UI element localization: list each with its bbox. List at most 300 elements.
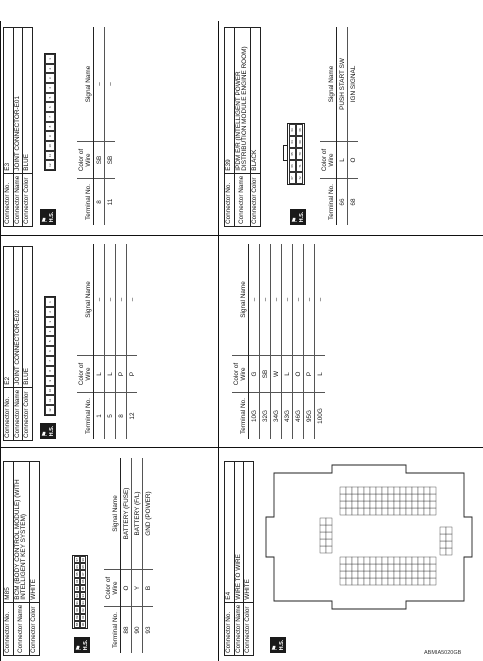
connector-pin: 91 xyxy=(74,601,79,605)
cavity xyxy=(388,494,394,501)
cavity xyxy=(352,557,358,564)
cavity xyxy=(394,487,400,494)
cavity xyxy=(382,508,388,515)
cavity xyxy=(358,501,364,508)
connector-pin: 90 xyxy=(74,608,79,612)
m85-connector-no: M85 xyxy=(4,462,14,603)
signal-name-cell: – xyxy=(127,244,138,356)
connector-name-label: Connector Name xyxy=(13,602,29,655)
cavity xyxy=(320,546,326,553)
cavity xyxy=(346,578,352,585)
cavity xyxy=(424,501,430,508)
wire-color-cell: O xyxy=(121,570,132,607)
connector-pin: 64 xyxy=(289,136,296,148)
wire-color-cell: L xyxy=(337,142,348,179)
terminal-no-header: Terminal No. xyxy=(104,607,121,654)
cavity xyxy=(326,518,332,525)
connector-pin: 88 xyxy=(74,622,79,627)
cavity xyxy=(424,494,430,501)
connector-pin: 70 xyxy=(296,148,303,160)
wire-color-cell: P xyxy=(127,356,138,393)
cavity xyxy=(352,494,358,501)
signal-name-header: Signal Name xyxy=(77,244,94,356)
terminal-no-cell: 1 xyxy=(94,393,105,440)
e2-info-table xyxy=(3,246,33,441)
cavity xyxy=(320,532,326,539)
cavity xyxy=(418,578,424,585)
cavity xyxy=(406,557,412,564)
connector-pin: 95 xyxy=(74,572,79,576)
terminal-no-cell: 46G xyxy=(293,393,304,440)
cavity xyxy=(370,487,376,494)
signal-name-cell: – xyxy=(105,27,116,142)
cavity xyxy=(376,557,382,564)
cavity xyxy=(376,508,382,515)
cavity xyxy=(370,564,376,571)
cavity xyxy=(340,564,346,571)
connector-pin: 89 xyxy=(74,615,79,619)
terminal-no-cell: 66 xyxy=(337,179,348,226)
cavity xyxy=(394,564,400,571)
cavity xyxy=(358,494,364,501)
color-of-wire-header: Color of Wire xyxy=(104,570,121,607)
e4-connector-diagram xyxy=(262,459,476,615)
wire-color-cell: B xyxy=(143,570,154,607)
cavity xyxy=(430,501,436,508)
wire-color-cell: G xyxy=(249,356,260,393)
connector-pin: 67 xyxy=(289,172,296,184)
terminal-no-cell: 8 xyxy=(116,393,127,440)
connector-pin: 9 xyxy=(45,131,55,141)
e4-connector-no: E4 xyxy=(225,462,235,603)
cavity xyxy=(394,571,400,578)
connector-pin: 96 xyxy=(74,565,79,569)
cavity xyxy=(418,508,424,515)
wire-color-cell: L xyxy=(105,356,116,393)
cavity xyxy=(424,508,430,515)
signal-name-cell: – xyxy=(249,244,260,356)
e4-connector-color: WHITE xyxy=(244,462,254,603)
cavity xyxy=(394,578,400,585)
cavity xyxy=(346,557,352,564)
connector-pin: 97 xyxy=(74,558,79,562)
signal-name-cell: – xyxy=(94,244,105,356)
connector-pin: 8 xyxy=(45,122,55,132)
e2-connector-no: E2 xyxy=(4,247,14,388)
cavity xyxy=(424,564,430,571)
cavity xyxy=(382,564,388,571)
table-row xyxy=(116,244,127,439)
e2-connector-diagram xyxy=(44,296,56,416)
e4-hs-icon: ⚑ H.S. xyxy=(270,637,286,653)
cavity xyxy=(406,508,412,515)
table-row xyxy=(271,244,282,439)
cavity xyxy=(406,487,412,494)
cavity xyxy=(352,564,358,571)
connector-pin: 3 xyxy=(45,73,55,83)
connector-pin: 1 xyxy=(45,54,55,64)
cavity xyxy=(412,508,418,515)
rotated-sheet xyxy=(0,21,483,661)
divider-middle xyxy=(218,21,219,661)
cavity xyxy=(370,557,376,564)
cavity xyxy=(440,548,446,555)
cavity xyxy=(382,501,388,508)
signal-name-cell: – xyxy=(260,244,271,356)
cavity xyxy=(430,508,436,515)
connector-name-label: Connector Name xyxy=(13,173,23,226)
wire-color-cell: Y xyxy=(132,570,143,607)
connector-pin: 71 xyxy=(296,160,303,172)
connector-pin: 8 xyxy=(45,366,55,376)
table-row xyxy=(249,244,260,439)
connector-no-label: Connector No. xyxy=(225,602,235,655)
connector-pin: 99 xyxy=(81,558,86,562)
cavity xyxy=(418,494,424,501)
cavity xyxy=(400,571,406,578)
e3-connector-color: BLUE xyxy=(23,28,33,174)
connector-pin: 91 xyxy=(81,615,86,619)
cavity xyxy=(446,548,452,555)
connector-pin: 2 xyxy=(45,307,55,317)
cavity xyxy=(370,501,376,508)
connector-pin: 12 xyxy=(45,405,55,415)
signal-name-cell: PUSH START SW xyxy=(337,27,348,142)
wire-color-cell: SB xyxy=(94,142,105,179)
wire-color-cell: P xyxy=(304,356,315,393)
cavity xyxy=(406,494,412,501)
cavity xyxy=(406,578,412,585)
connector-pin: 11 xyxy=(45,395,55,405)
cavity xyxy=(352,571,358,578)
m85-connector-color: WHITE xyxy=(30,462,40,603)
color-of-wire-header: Color of Wire xyxy=(320,142,337,179)
connector-color-label: Connector Color xyxy=(251,173,261,226)
signal-name-cell: BATTERY (F/L) xyxy=(132,458,143,570)
cavity xyxy=(346,571,352,578)
e3-connector-diagram xyxy=(44,53,56,171)
cavity xyxy=(400,501,406,508)
cavity xyxy=(358,487,364,494)
connector-pin: 5 xyxy=(45,336,55,346)
cavity xyxy=(340,571,346,578)
table-row xyxy=(105,27,116,225)
table-row xyxy=(293,244,304,439)
terminal-no-header: Terminal No. xyxy=(77,179,94,226)
terminal-no-cell: 100G xyxy=(315,393,326,440)
cavity xyxy=(440,534,446,541)
color-of-wire-header: Color of Wire xyxy=(232,356,249,393)
table-row xyxy=(121,458,132,653)
connector-pin: 12 xyxy=(45,160,55,170)
connector-pin: 94 xyxy=(81,593,86,598)
cavity xyxy=(430,557,436,564)
cavity xyxy=(400,578,406,585)
connector-pin: 7 xyxy=(45,356,55,366)
cavity xyxy=(352,487,358,494)
connector-pin: 5 xyxy=(45,93,55,103)
cavity xyxy=(440,541,446,548)
cavity xyxy=(382,578,388,585)
signal-name-header: Signal Name xyxy=(77,27,94,142)
cavity xyxy=(424,557,430,564)
cavity xyxy=(430,487,436,494)
e39-connector-color: BLACK xyxy=(251,28,261,174)
cavity xyxy=(346,494,352,501)
signal-name-header: Signal Name xyxy=(104,458,121,570)
cavity xyxy=(394,501,400,508)
connector-color-label: Connector Color xyxy=(23,173,33,226)
cavity xyxy=(320,518,326,525)
cavity xyxy=(388,557,394,564)
signal-name-cell: – xyxy=(315,244,326,356)
wire-color-cell: L xyxy=(94,356,105,393)
terminal-no-cell: 12 xyxy=(127,393,138,440)
e3-hs-icon: ⚑ H.S. xyxy=(40,209,56,225)
cavity xyxy=(412,571,418,578)
e3-connector-no: E3 xyxy=(4,28,14,174)
cavity xyxy=(388,508,394,515)
signal-name-cell: – xyxy=(271,244,282,356)
terminal-no-cell: 95G xyxy=(304,393,315,440)
terminal-no-cell: 32G xyxy=(260,393,271,440)
figure-code: ABMIA5020GB xyxy=(424,650,462,656)
cavity xyxy=(388,501,394,508)
connector-pin: 93 xyxy=(74,586,79,591)
cavity xyxy=(326,539,332,546)
terminal-no-header: Terminal No. xyxy=(77,393,94,440)
cavity xyxy=(412,494,418,501)
terminal-no-cell: 10G xyxy=(249,393,260,440)
cavity xyxy=(346,564,352,571)
wire-color-cell: W xyxy=(271,356,282,393)
cavity xyxy=(400,508,406,515)
cavity xyxy=(406,564,412,571)
cavity xyxy=(418,487,424,494)
divider-column-1 xyxy=(0,447,483,448)
cavity xyxy=(326,532,332,539)
cavity xyxy=(364,557,370,564)
table-row xyxy=(143,458,154,653)
cavity xyxy=(424,578,430,585)
wire-color-cell: SB xyxy=(105,142,116,179)
connector-pin: 94 xyxy=(74,579,79,583)
cavity xyxy=(370,508,376,515)
terminal-no-cell: 68 xyxy=(348,179,359,226)
cavity xyxy=(340,494,346,501)
connector-pin: 10 xyxy=(45,141,55,151)
cavity xyxy=(430,578,436,585)
cavity xyxy=(364,487,370,494)
connector-pin: 90 xyxy=(81,622,86,627)
signal-name-cell: – xyxy=(105,244,116,356)
cavity xyxy=(346,487,352,494)
terminal-no-cell: 8 xyxy=(94,179,105,226)
connector-pin: 4 xyxy=(45,83,55,93)
cavity xyxy=(412,557,418,564)
table-row xyxy=(337,27,348,225)
terminal-no-cell: 93 xyxy=(143,607,154,654)
connector-name-label: Connector Name xyxy=(13,387,23,440)
m85-info-table xyxy=(3,461,40,656)
connector-pin: 93 xyxy=(81,601,86,605)
connector-pin: 9 xyxy=(45,376,55,386)
connector-pin: 10 xyxy=(45,386,55,396)
connector-pin: 92 xyxy=(81,608,86,612)
connector-pin: 6 xyxy=(45,346,55,356)
connector-name-label: Connector Name xyxy=(234,173,250,226)
signal-name-cell: – xyxy=(116,244,127,356)
cavity xyxy=(340,557,346,564)
cavity xyxy=(418,564,424,571)
connector-pin: 3 xyxy=(45,317,55,327)
cavity xyxy=(388,487,394,494)
cavity xyxy=(352,578,358,585)
divider-column-2 xyxy=(0,235,483,236)
connector-pin: 65 xyxy=(289,148,296,160)
cavity xyxy=(446,534,452,541)
cavity xyxy=(376,487,382,494)
e39-info-table xyxy=(224,27,261,227)
cavity xyxy=(364,494,370,501)
connector-pin: 6 xyxy=(45,102,55,112)
terminal-no-cell: 11 xyxy=(105,179,116,226)
table-row xyxy=(94,244,105,439)
connector-color-label: Connector Color xyxy=(23,387,33,440)
table-row xyxy=(304,244,315,439)
table-row xyxy=(315,244,326,439)
cavity xyxy=(364,564,370,571)
cavity xyxy=(412,578,418,585)
terminal-no-cell: 34G xyxy=(271,393,282,440)
cavity xyxy=(346,508,352,515)
cavity xyxy=(352,501,358,508)
m85-connector-diagram xyxy=(72,555,88,629)
cavity xyxy=(424,487,430,494)
connector-pin: 92 xyxy=(74,593,79,598)
table-row xyxy=(132,458,143,653)
cavity xyxy=(340,578,346,585)
e4-info-table xyxy=(224,461,254,656)
signal-name-cell: – xyxy=(94,27,105,142)
cavity xyxy=(430,564,436,571)
terminal-no-header: Terminal No. xyxy=(320,179,337,226)
cavity xyxy=(412,501,418,508)
table-row xyxy=(260,244,271,439)
signal-name-cell: BATTERY (FUSE) xyxy=(121,458,132,570)
cavity xyxy=(340,508,346,515)
cavity xyxy=(376,564,382,571)
connector-name-label: Connector Name xyxy=(234,602,244,655)
cavity xyxy=(358,578,364,585)
wire-color-cell: O xyxy=(293,356,304,393)
wire-color-cell: O xyxy=(348,142,359,179)
cavity xyxy=(394,508,400,515)
cavity xyxy=(400,564,406,571)
m85-hs-icon: ⚑ H.S. xyxy=(74,637,90,653)
cavity xyxy=(394,494,400,501)
terminal-no-cell: 5 xyxy=(105,393,116,440)
cavity xyxy=(446,527,452,534)
connector-pin: 66 xyxy=(289,160,296,172)
e2-connector-name: JOINT CONNECTOR-E02 xyxy=(13,247,23,388)
e4-signal-table xyxy=(232,244,325,439)
cavity xyxy=(358,564,364,571)
e2-hs-icon: ⚑ H.S. xyxy=(40,423,56,439)
e39-connector-name: IPDM E/R (INTELLIGENT POWER DISTRIBUTION MODULE ENGINE ROOM) xyxy=(234,28,250,174)
connector-pin: 96 xyxy=(81,579,86,583)
connector-no-label: Connector No. xyxy=(225,173,235,226)
table-row xyxy=(348,27,359,225)
cavity xyxy=(358,571,364,578)
cavity xyxy=(376,578,382,585)
connector-pin: 68 xyxy=(296,124,303,136)
signal-name-cell: IGN SIGNAL xyxy=(348,27,359,142)
table-row xyxy=(105,244,116,439)
cavity xyxy=(430,571,436,578)
cavity xyxy=(370,494,376,501)
signal-name-header: Signal Name xyxy=(320,27,337,142)
cavity xyxy=(340,487,346,494)
cavity xyxy=(446,541,452,548)
signal-name-cell: – xyxy=(304,244,315,356)
cavity xyxy=(440,527,446,534)
connector-color-label: Connector Color xyxy=(30,602,40,655)
cavity xyxy=(424,571,430,578)
e4-connector-name: WIRE TO WIRE xyxy=(234,462,244,603)
terminal-no-header: Terminal No. xyxy=(232,393,249,440)
connector-no-label: Connector No. xyxy=(4,387,14,440)
signal-name-cell: – xyxy=(293,244,304,356)
cavity xyxy=(382,494,388,501)
table-row xyxy=(94,27,105,225)
wire-color-cell: L xyxy=(282,356,293,393)
cavity xyxy=(364,578,370,585)
cavity xyxy=(406,571,412,578)
wire-color-cell: SB xyxy=(260,356,271,393)
cavity xyxy=(358,508,364,515)
cavity xyxy=(412,487,418,494)
cavity xyxy=(352,508,358,515)
connector-pin: 11 xyxy=(45,151,55,161)
cavity xyxy=(394,557,400,564)
cavity xyxy=(376,501,382,508)
terminal-no-cell: 90 xyxy=(132,607,143,654)
cavity xyxy=(370,578,376,585)
cavity xyxy=(418,501,424,508)
connector-pin: 69 xyxy=(296,136,303,148)
connector-pin: 2 xyxy=(45,64,55,74)
cavity xyxy=(370,571,376,578)
signal-name-header: Signal Name xyxy=(232,244,249,356)
cavity xyxy=(418,557,424,564)
connector-pin: 1 xyxy=(45,297,55,307)
signal-name-cell: GND (POWER) xyxy=(143,458,154,570)
cavity xyxy=(326,525,332,532)
cavity xyxy=(418,571,424,578)
cavity xyxy=(406,501,412,508)
m85-signal-table xyxy=(104,458,153,653)
cavity xyxy=(340,501,346,508)
signal-name-cell: – xyxy=(282,244,293,356)
cavity xyxy=(346,501,352,508)
connector-pin: 72 xyxy=(296,172,303,184)
terminal-no-cell: 88 xyxy=(121,607,132,654)
cavity xyxy=(388,564,394,571)
e2-connector-color: BLUE xyxy=(23,247,33,388)
e2-signal-table xyxy=(77,244,137,439)
cavity xyxy=(364,508,370,515)
